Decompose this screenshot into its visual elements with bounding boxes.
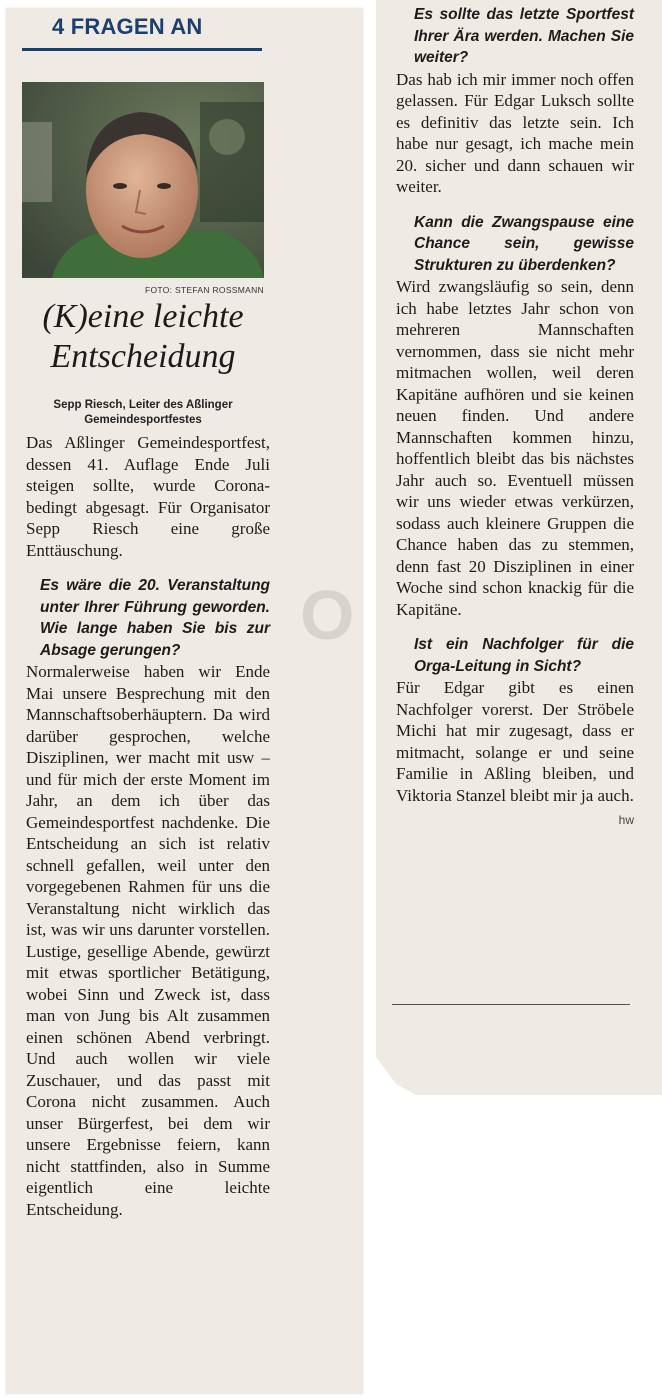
photo-credit: FOTO: STEFAN ROSSMANN bbox=[144, 285, 264, 295]
end-rule bbox=[392, 1004, 630, 1005]
rubric-underline bbox=[22, 48, 262, 51]
right-text-column bbox=[396, 4, 634, 832]
interview-answer: Das hab ich mir immer noch offen gelassen. Für Edgar Luksch sollte es definitiv das letzte sein. Ich habe nur gesagt, ich mache mein 20. sicher und dann schauen wir weiter. bbox=[396, 69, 634, 196]
article-headline: (K)eine leichte Entscheidung bbox=[42, 298, 244, 375]
interview-question: Kann die Zwangspause eine Chance sein, gewisse Strukturen zu überdenken? bbox=[414, 213, 634, 274]
article-subtitle: Sepp Riesch, Leiter des Aßlinger Gemeindesportfestes bbox=[53, 399, 233, 426]
interview-question: Es sollte das letzte Sportfest Ihrer Ära werden. Machen Sie weiter? bbox=[414, 6, 634, 66]
left-text-column bbox=[26, 432, 270, 1220]
portrait-photo bbox=[22, 82, 264, 278]
interview-question: Es wäre die 20. Veranstaltung unter Ihrer Führung geworden. Wie lange haben Sie bis zur Absage gerungen? bbox=[40, 577, 270, 659]
author-initials: hw bbox=[618, 813, 634, 827]
interview-answer: Wird zwangsläufig so sein, denn ich habe letztes Jahr schon von mehreren Mannschaften vernommen, dass sie nicht mehr mitmachen wollen, weil deren Kapitäne aufhören und sie keinen neuen finden. Und andere Mannschaften kommen hinzu, hoffentlich bleibt das bis nächstes Jahr auch so. Eventuell müssen wir uns wieder etwas verkürzen, sodass auch kleinere Gruppen die Chance haben das zu stemmen, denn fast 20 Disziplinen in einer Woche sind schon knackig für die Kapitäne. bbox=[396, 277, 634, 619]
interview-answer: Normalerweise haben wir Ende Mai unsere Besprechung mit den Mannschaftsoberhäuptern. Da wird darüber gesprochen, welche Disziplinen, wer macht mit usw – und für mich der erste Moment im Jahr, an dem ich über das Gemeindesportfest nachdenke. Die Entscheidung an sich ist relativ schnell gefallen, weil unter den vorgegebenen Rahmen für uns die Veranstaltung nicht wirklich das ist, was wir uns darunter vorstellen. Lustige, gesellige Abende, gewürzt mit etwas sportlicher Betätigung, wobei Sinn und Zweck ist, dass man von Jung bis Alt zusammen einen schönen Abend verbringt. Und auch wollen wir viele Zuschauer, und das passt mit Corona nicht zusammen. Auch unser Bürgerfest, bei dem wir unsere Ergebnisse feiern, kann nicht stattfinden, also in Summe eigentlich eine leichte Entscheidung. bbox=[26, 662, 270, 1219]
rubric-title: 4 FRAGEN AN bbox=[52, 14, 203, 39]
bleed-through: O bbox=[300, 576, 355, 654]
interview-answer-text: Für Edgar gibt es einen Nachfolger vorerst. Der Ströbele Michi hat mir zugesagt, dass er mitmacht, solange er und seine Familie in Aßling bleiben, und Viktoria Stanzel bleibt mir ja auch. bbox=[396, 678, 634, 805]
portrait-photo-graphic bbox=[22, 82, 264, 278]
article-intro: Das Aßlinger Gemeindesportfest, dessen 41. Auflage Ende Juli steigen sollte, wurde Corona-bedingt abgesagt. Für Organisator Sepp Riesch eine große Enttäuschung. bbox=[26, 433, 270, 560]
interview-answer bbox=[396, 677, 634, 827]
interview-question: Ist ein Nachfolger für die Orga-Leitung in Sicht? bbox=[414, 636, 634, 675]
